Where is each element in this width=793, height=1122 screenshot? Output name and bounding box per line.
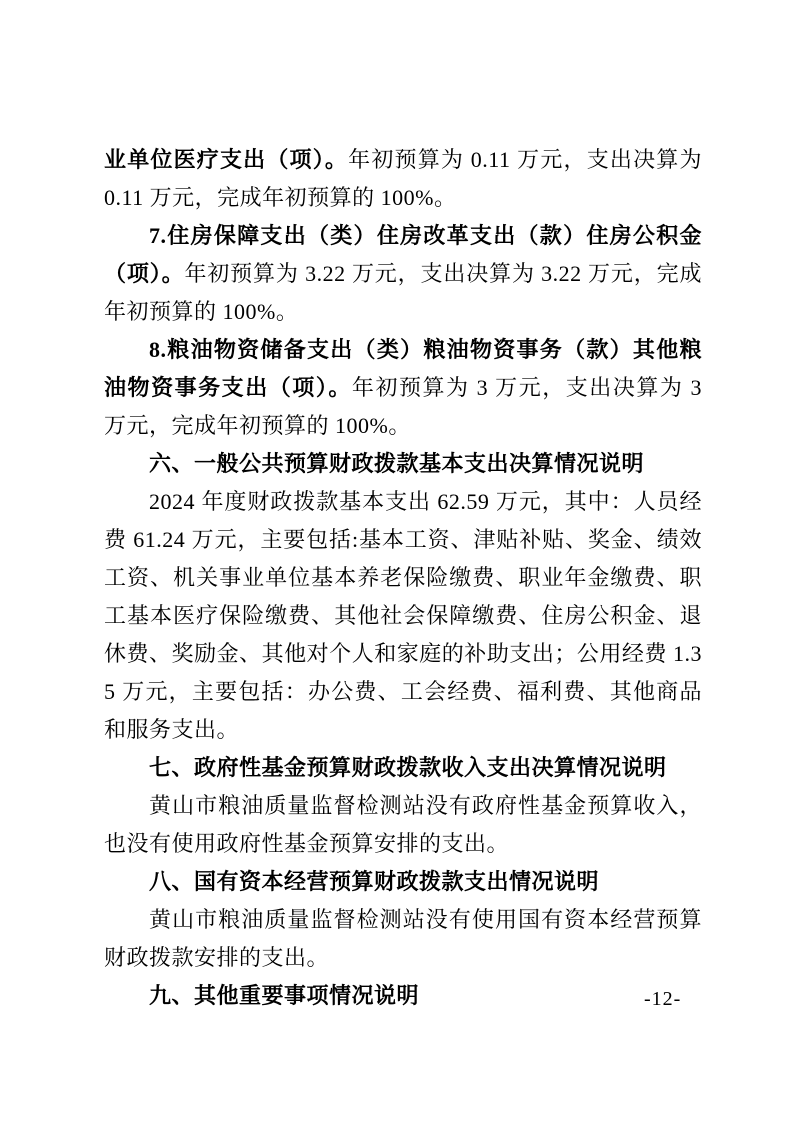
bold-run-item8-title: 8.粮油物资储备支出（类）粮油物资事务（款）其他粮油物资事务支出（项）。 <box>104 337 702 400</box>
text-run-item8-body: 年初预算为 3 万元，支出决算为 3 万元，完成年初预算的 100%。 <box>104 375 702 438</box>
bold-run-medical-item-title: 业单位医疗支出（项）。 <box>104 147 349 172</box>
page-content <box>104 141 702 1015</box>
heading-section-nine-other-matters: 九、其他重要事项情况说明 <box>149 983 420 1008</box>
paragraph-medical-expenditure-continuation <box>104 141 702 217</box>
paragraph-state-capital-statement: 黄山市粮油质量监督检测站没有使用国有资本经营预算财政拨款安排的支出。 <box>104 907 702 970</box>
bold-run-item7-title: 7.住房保障支出（类）住房改革支出（款）住房公积金（项）。 <box>104 223 702 286</box>
text-run-medical-item-body: 年初预算为 0.11 万元，支出决算为 0.11 万元，完成年初预算的 100%。 <box>104 147 702 210</box>
paragraph-basic-expenditure-detail: 2024 年度财政拨款基本支出 62.59 万元，其中：人员经费 61.24 万元，主要包括:基本工资、津贴补贴、奖金、绩效工资、机关事业单位基本养老保险缴费、职业年金缴费、职工基本医疗保险缴费、其他社会保障缴费、住房公积金、退休费、奖励金、其他对个人和家庭的补助支出；公用经费 1.35 万元，主要包括：办公费、工会经费、福利费、其他商品和服务支出。 <box>104 489 702 742</box>
heading-section-seven-government-fund: 七、政府性基金预算财政拨款收入支出决算情况说明 <box>149 755 667 780</box>
text-run-item7-body: 年初预算为 3.22 万元，支出决算为 3.22 万元，完成年初预算的 100%。 <box>104 261 702 324</box>
heading-section-six-basic-expenditure: 六、一般公共预算财政拨款基本支出决算情况说明 <box>149 451 645 476</box>
paragraph-item8-grain-reserves <box>104 331 702 445</box>
paragraph-item7-housing-security <box>104 217 702 331</box>
page-number: -12- <box>644 988 682 1010</box>
heading-section-eight-state-capital: 八、国有资本经营预算财政拨款支出情况说明 <box>149 869 600 894</box>
paragraph-government-fund-statement: 黄山市粮油质量监督检测站没有政府性基金预算收入，也没有使用政府性基金预算安排的支出。 <box>104 793 702 856</box>
